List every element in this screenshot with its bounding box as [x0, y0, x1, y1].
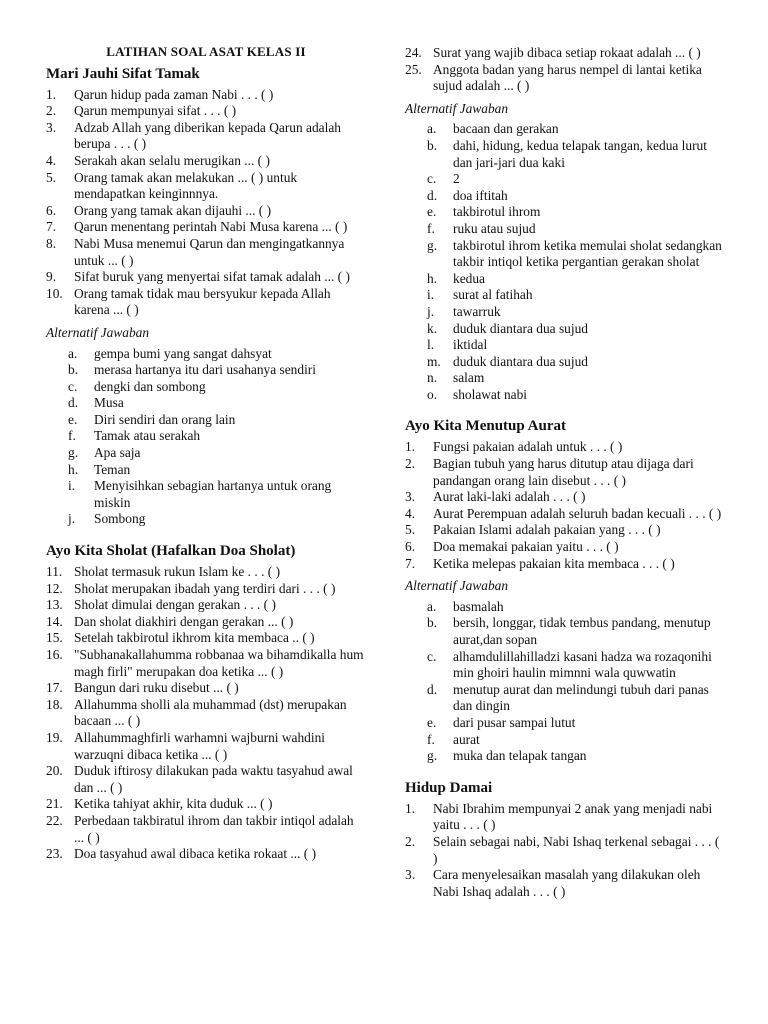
question-item: 12. Sholat merupakan ibadah yang terdiri dari . . . ( ) — [46, 580, 336, 596]
answer-item: i. Menyisihkan sebagian hartanya untuk orang miskin — [68, 478, 332, 510]
question-item: 1. Qarun hidup pada zaman Nabi . . . ( ) — [46, 86, 274, 102]
section-heading-tamak: Mari Jauhi Sifat Tamak — [46, 65, 200, 82]
answer-item: d. Musa — [68, 395, 124, 411]
question-list-damai — [405, 801, 727, 901]
question-item: 4. Aurat Perempuan adalah seluruh badan kecuali . . . ( ) — [405, 505, 722, 521]
question-item: 13. Sholat dimulai dengan gerakan . . . ( ) — [46, 597, 276, 613]
answer-item: j. tawarruk — [427, 303, 501, 319]
question-item: 1. Nabi Ibrahim mempunyai 2 anak yang menjadi nabi yaitu . . . ( ) — [405, 800, 713, 833]
question-item: 4. Serakah akan selalu merugikan ... ( ) — [46, 152, 270, 168]
question-item: 21. Ketika tahiyat akhir, kita duduk ... ( ) — [46, 796, 273, 812]
answer-item: e. Diri sendiri dan orang lain — [68, 411, 236, 427]
answer-item: g. muka dan telapak tangan — [427, 748, 587, 764]
answer-item: h. kedua — [427, 270, 485, 286]
question-item: 9. Sifat buruk yang menyertai sifat tamak adalah ... ( ) — [46, 269, 350, 285]
answer-item: b. merasa hartanya itu dari usahanya sendiri — [68, 362, 316, 378]
answer-item: h. Teman — [68, 461, 131, 477]
answer-item: f. aurat — [427, 731, 480, 747]
question-list-tamak — [46, 87, 366, 319]
question-item: 20. Duduk iftirosy dilakukan pada waktu tasyahud awal dan ... ( ) — [46, 763, 353, 795]
alternatives-heading: Alternatif Jawaban — [46, 324, 150, 340]
alternatives-heading: Alternatif Jawaban — [405, 100, 509, 116]
document-title: LATIHAN SOAL ASAT KELAS II — [106, 44, 306, 59]
question-item: 15. Setelah takbirotul ikhrom kita membaca .. ( ) — [46, 630, 315, 646]
answer-item: l. iktidal — [427, 337, 488, 353]
question-item: 14. Dan sholat diakhiri dengan gerakan ... ( ) — [46, 613, 294, 629]
right-column — [405, 45, 727, 900]
answer-list-sholat — [405, 121, 727, 403]
section-heading-sholat: Ayo Kita Sholat (Hafalkan Doa Sholat) — [46, 543, 296, 560]
answer-item: b. bersih, longgar, tidak tembus pandang, menutup aurat,dan sopan — [427, 615, 711, 647]
answer-item: d. menutup aurat dan melindungi tubuh dari panas dan dingin — [427, 681, 709, 714]
question-item: 24. Surat yang wajib dibaca setiap rokaat adalah ... ( ) — [405, 45, 701, 60]
question-item: 3. Adzab Allah yang diberikan kepada Qarun adalah berupa . . . ( ) — [46, 119, 341, 152]
answer-item: m. duduk diantara dua sujud — [427, 353, 588, 369]
question-item: 1. Fungsi pakaian adalah untuk . . . ( ) — [405, 439, 623, 455]
question-item: 2. Bagian tubuh yang harus ditutup atau dijaga dari pandangan orang lain disebut . . . ( ) — [405, 456, 694, 488]
answer-item: b. dahi, hidung, kedua telapak tangan, kedua lurut dan jari-jari dua kaki — [427, 137, 707, 170]
answer-item: c. 2 — [427, 171, 460, 187]
question-item: 11. Sholat termasuk rukun Islam ke . . . ( ) — [46, 564, 281, 580]
answer-item: k. duduk diantara dua sujud — [427, 320, 588, 336]
question-item: 6. Orang yang tamak akan dijauhi ... ( ) — [46, 202, 272, 218]
question-list-sholat — [46, 564, 366, 863]
answer-item: a. basmalah — [427, 598, 504, 614]
question-list-sholat-continued — [405, 45, 727, 95]
question-item: 5. Pakaian Islami adalah pakaian yang . . . ( ) — [405, 522, 661, 538]
answer-item: e. dari pusar sampai lutut — [427, 714, 576, 730]
section-heading-aurat: Ayo Kita Menutup Aurat — [405, 418, 566, 435]
question-item: 16. "Subhanakallahumma robbanaa wa bihamdikalla hum magh firli" merupakan doa ketika ... ( ) — [46, 647, 364, 679]
answer-item: o. sholawat nabi — [427, 386, 528, 402]
question-item: 2. Selain sebagai nabi, Nabi Ishaq terkenal sebagai . . . ( ) — [405, 833, 720, 866]
answer-item: c. dengki dan sombong — [68, 378, 206, 394]
alternatives-heading: Alternatif Jawaban — [405, 578, 509, 594]
answer-item: n. salam — [427, 370, 485, 386]
question-item: 3. Cara menyelesaikan masalah yang dilakukan oleh Nabi Ishaq adalah . . . ( ) — [405, 867, 701, 899]
question-item: 7. Qarun menentang perintah Nabi Musa karena ... ( ) — [46, 219, 348, 235]
question-item: 18. Allahumma sholli ala muhammad (dst) merupakan bacaan ... ( ) — [46, 696, 347, 729]
answer-item: c. alhamdulillahilladzi kasani hadza wa rozaqonihi min ghoiri haulin mimnni wala quwwatin — [427, 648, 712, 681]
answer-item: a. gempa bumi yang sangat dahsyat — [68, 345, 272, 361]
question-item: 22. Perbedaan takbiratul ihrom dan takbir intiqol adalah ... ( ) — [46, 812, 354, 845]
question-item: 17. Bangun dari ruku disebut ... ( ) — [46, 680, 239, 696]
answer-item: e. takbirotul ihrom — [427, 204, 541, 220]
answer-item: f. Tamak atau serakah — [68, 428, 201, 444]
answer-item: g. Apa saja — [68, 445, 141, 461]
section-heading-damai: Hidup Damai — [405, 779, 493, 796]
answer-item: i. surat al fatihah — [427, 287, 533, 303]
question-item: 6. Doa memakai pakaian yaitu . . . ( ) — [405, 539, 619, 555]
question-item: 19. Allahummaghfirli warhamni wajburni wahdini warzuqni dibaca ketika ... ( ) — [46, 729, 326, 762]
question-item: 8. Nabi Musa menemui Qarun dan mengingatkannya untuk ... ( ) — [46, 235, 345, 268]
answer-list-tamak — [46, 346, 366, 529]
question-item: 23. Doa tasyahud awal dibaca ketika rokaat ... ( ) — [46, 846, 317, 862]
question-item: 25. Anggota badan yang harus nempel di lantai ketika sujud adalah ... ( ) — [405, 61, 702, 94]
question-list-aurat — [405, 439, 727, 572]
question-item: 10. Orang tamak tidak mau bersyukur kepada Allah karena ... ( ) — [46, 285, 331, 318]
answer-list-aurat — [405, 599, 727, 765]
answer-item: f. ruku atau sujud — [427, 220, 536, 236]
answer-item: g. takbirotul ihrom ketika memulai sholat sedangkan takbir intiqol ketika pergantian gerakan sholat — [427, 237, 722, 270]
answer-item: d. doa iftitah — [427, 187, 508, 203]
answer-item: a. bacaan dan gerakan — [427, 121, 559, 137]
question-item: 7. Ketika melepas pakaian kita membaca . . . ( ) — [405, 555, 675, 571]
question-item: 3. Aurat laki-laki adalah . . . ( ) — [405, 489, 586, 505]
question-item: 2. Qarun mempunyai sifat . . . ( ) — [46, 103, 237, 119]
question-item: 5. Orang tamak akan melakukan ... ( ) untuk mendapatkan keinginnnya. — [46, 169, 298, 202]
left-column — [46, 0, 366, 863]
answer-item: j. Sombong — [68, 511, 146, 527]
